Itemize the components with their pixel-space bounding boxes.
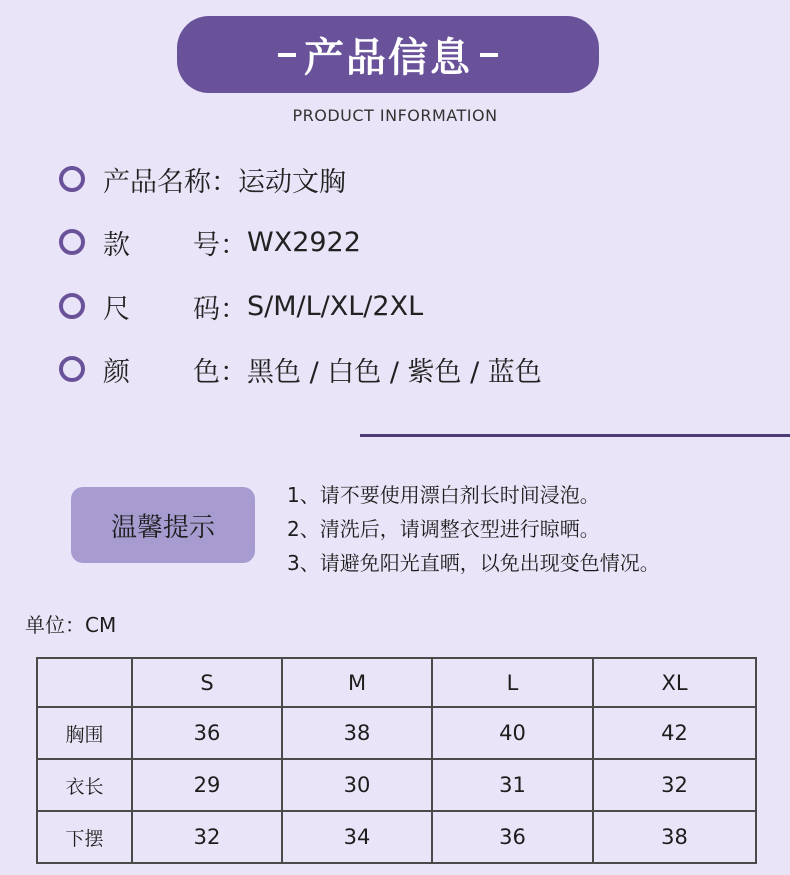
circle-bullet-icon [59, 293, 85, 319]
table-row [37, 811, 756, 863]
tip-line: 2、清洗后，请调整衣型进行晾晒。 [287, 517, 600, 541]
info-label-suffix: 码： [193, 293, 247, 325]
table-cell: 38 [282, 707, 432, 759]
unit-label: 单位：CM [25, 613, 117, 637]
tip-line: 1、请不要使用漂白剂长时间浸泡。 [287, 483, 600, 507]
table-row [37, 707, 756, 759]
tips-list [287, 478, 660, 580]
table-cell: 42 [593, 707, 756, 759]
table-cell: 34 [282, 811, 432, 863]
table-cell: 31 [432, 759, 593, 811]
info-label: 产品名称： [103, 166, 238, 198]
table-header-row [37, 658, 756, 707]
info-label-suffix: 号： [193, 229, 247, 261]
info-value: 运动文胸 [238, 166, 346, 198]
info-value: WX2922 [247, 226, 361, 258]
page-subtitle: PRODUCT INFORMATION [292, 106, 498, 125]
divider-line [360, 434, 790, 437]
info-label: 尺 [103, 293, 130, 325]
row-header: 下摆 [37, 811, 132, 863]
table-corner-cell [37, 658, 132, 707]
info-row-model [59, 222, 361, 262]
table-cell: 32 [593, 759, 756, 811]
info-value: S/M/L/XL/2XL [247, 290, 424, 322]
table-cell: 36 [432, 811, 593, 863]
column-header: L [432, 658, 593, 707]
table-cell: 30 [282, 759, 432, 811]
info-label: 款 [103, 229, 130, 261]
column-header: S [132, 658, 282, 707]
circle-bullet-icon [59, 356, 85, 382]
info-label: 颜 [103, 356, 130, 388]
circle-bullet-icon [59, 229, 85, 255]
info-label-suffix: 色： [193, 356, 247, 388]
table-cell: 38 [593, 811, 756, 863]
row-header: 胸围 [37, 707, 132, 759]
row-header: 衣长 [37, 759, 132, 811]
table-row [37, 759, 756, 811]
info-row-size [59, 286, 423, 326]
info-row-name [59, 159, 346, 199]
tips-badge: 温馨提示 [71, 487, 255, 563]
info-value: 黑色 / 白色 / 紫色 / 蓝色 [247, 356, 542, 388]
column-header: XL [593, 658, 756, 707]
tip-line: 3、请避免阳光直晒，以免出现变色情况。 [287, 551, 660, 575]
table-cell: 40 [432, 707, 593, 759]
dash-right [480, 53, 498, 57]
info-row-color [59, 349, 542, 389]
table-cell: 29 [132, 759, 282, 811]
table-cell: 36 [132, 707, 282, 759]
table-cell: 32 [132, 811, 282, 863]
title-banner [177, 16, 599, 93]
size-table [36, 657, 757, 864]
dash-left [278, 53, 296, 57]
column-header: M [282, 658, 432, 707]
page-title: 产品信息 [304, 35, 472, 81]
circle-bullet-icon [59, 166, 85, 192]
